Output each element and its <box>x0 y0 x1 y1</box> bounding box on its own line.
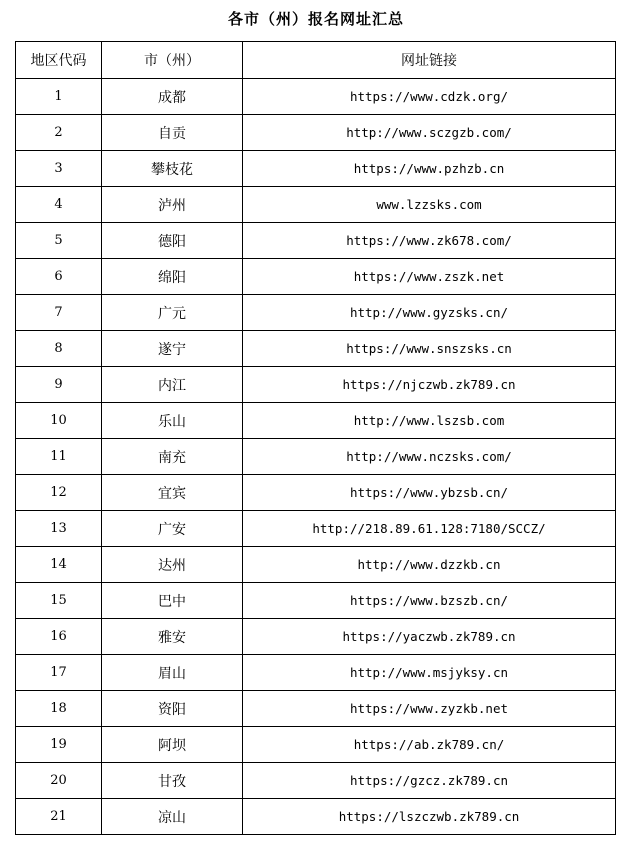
header-row <box>16 42 616 79</box>
region-code-cell: 8 <box>16 331 102 367</box>
url-link-cell[interactable]: http://www.lszsb.com <box>243 403 616 439</box>
city-name-cell: 广元 <box>102 295 243 331</box>
city-name-cell: 达州 <box>102 547 243 583</box>
document-title: 各市（州）报名网址汇总 <box>227 10 404 28</box>
region-code-cell: 9 <box>16 367 102 403</box>
url-link-cell[interactable]: http://www.sczgzb.com/ <box>243 115 616 151</box>
region-code-cell: 20 <box>16 763 102 799</box>
region-code-cell: 13 <box>16 511 102 547</box>
city-name-cell: 绵阳 <box>102 259 243 295</box>
region-code-cell: 16 <box>16 619 102 655</box>
city-name-cell: 眉山 <box>102 655 243 691</box>
region-code-cell: 17 <box>16 655 102 691</box>
url-link-cell[interactable]: https://www.ybzsb.cn/ <box>243 475 616 511</box>
url-link-cell[interactable]: https://www.pzhzb.cn <box>243 151 616 187</box>
url-link-cell[interactable]: https://www.bzszb.cn/ <box>243 583 616 619</box>
table-body <box>16 79 616 835</box>
header-region-code: 地区代码 <box>16 42 102 79</box>
city-name-cell: 宜宾 <box>102 475 243 511</box>
city-name-cell: 凉山 <box>102 799 243 835</box>
url-link-cell[interactable]: http://www.nczsks.com/ <box>243 439 616 475</box>
city-name-cell: 德阳 <box>102 223 243 259</box>
region-code-cell: 18 <box>16 691 102 727</box>
url-link-cell[interactable]: http://www.gyzsks.cn/ <box>243 295 616 331</box>
url-link-cell[interactable]: https://www.snszsks.cn <box>243 331 616 367</box>
url-link-cell[interactable]: https://ab.zk789.cn/ <box>243 727 616 763</box>
table-row <box>16 151 616 187</box>
city-name-cell: 南充 <box>102 439 243 475</box>
table-row <box>16 655 616 691</box>
table-row <box>16 691 616 727</box>
region-code-cell: 1 <box>16 79 102 115</box>
region-code-cell: 10 <box>16 403 102 439</box>
table-row <box>16 763 616 799</box>
region-code-cell: 19 <box>16 727 102 763</box>
city-name-cell: 雅安 <box>102 619 243 655</box>
region-code-cell: 6 <box>16 259 102 295</box>
city-name-cell: 乐山 <box>102 403 243 439</box>
region-code-cell: 2 <box>16 115 102 151</box>
header-city: 市（州） <box>102 42 243 79</box>
table-row <box>16 79 616 115</box>
city-name-cell: 内江 <box>102 367 243 403</box>
table-row <box>16 547 616 583</box>
table-row <box>16 619 616 655</box>
table-row <box>16 115 616 151</box>
url-link-cell[interactable]: http://218.89.61.128:7180/SCCZ/ <box>243 511 616 547</box>
url-link-cell[interactable]: https://njczwb.zk789.cn <box>243 367 616 403</box>
url-link-cell[interactable]: www.lzzsks.com <box>243 187 616 223</box>
region-code-cell: 7 <box>16 295 102 331</box>
city-name-cell: 资阳 <box>102 691 243 727</box>
table-row <box>16 475 616 511</box>
table-row <box>16 439 616 475</box>
region-code-cell: 12 <box>16 475 102 511</box>
url-link-cell[interactable]: https://gzcz.zk789.cn <box>243 763 616 799</box>
city-name-cell: 泸州 <box>102 187 243 223</box>
table-row <box>16 799 616 835</box>
url-link-cell[interactable]: https://www.cdzk.org/ <box>243 79 616 115</box>
url-link-cell[interactable]: https://www.zyzkb.net <box>243 691 616 727</box>
table-row <box>16 223 616 259</box>
table-row <box>16 511 616 547</box>
url-link-cell[interactable]: https://www.zk678.com/ <box>243 223 616 259</box>
table-row <box>16 583 616 619</box>
url-link-cell[interactable]: http://www.dzzkb.cn <box>243 547 616 583</box>
table-row <box>16 331 616 367</box>
region-code-cell: 14 <box>16 547 102 583</box>
url-link-cell[interactable]: https://www.zszk.net <box>243 259 616 295</box>
city-name-cell: 阿坝 <box>102 727 243 763</box>
region-code-cell: 3 <box>16 151 102 187</box>
region-code-cell: 5 <box>16 223 102 259</box>
registration-sites-table <box>15 41 616 835</box>
url-link-cell[interactable]: https://lszczwb.zk789.cn <box>243 799 616 835</box>
header-url: 网址链接 <box>243 42 616 79</box>
table-row <box>16 367 616 403</box>
table-row <box>16 259 616 295</box>
city-name-cell: 遂宁 <box>102 331 243 367</box>
table-row <box>16 727 616 763</box>
region-code-cell: 4 <box>16 187 102 223</box>
region-code-cell: 15 <box>16 583 102 619</box>
table-row <box>16 403 616 439</box>
table-row <box>16 295 616 331</box>
city-name-cell: 攀枝花 <box>102 151 243 187</box>
url-link-cell[interactable]: http://www.msjyksy.cn <box>243 655 616 691</box>
city-name-cell: 成都 <box>102 79 243 115</box>
region-code-cell: 21 <box>16 799 102 835</box>
url-link-cell[interactable]: https://yaczwb.zk789.cn <box>243 619 616 655</box>
city-name-cell: 巴中 <box>102 583 243 619</box>
table-row <box>16 187 616 223</box>
city-name-cell: 广安 <box>102 511 243 547</box>
region-code-cell: 11 <box>16 439 102 475</box>
city-name-cell: 自贡 <box>102 115 243 151</box>
city-name-cell: 甘孜 <box>102 763 243 799</box>
